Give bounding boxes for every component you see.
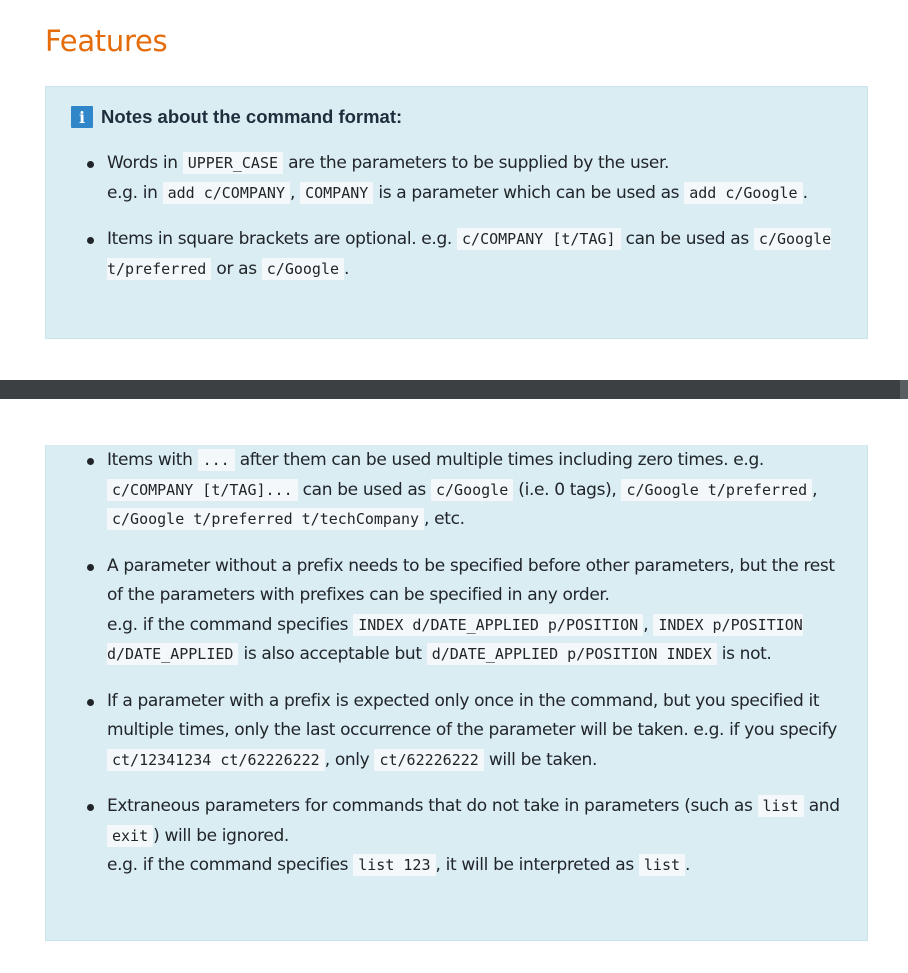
inline-code: INDEX p/POSITION d/DATE_APPLIED [107,615,803,663]
note-list-top [46,149,867,284]
divider-shade [900,380,908,399]
inline-code: ct/12341234 ct/62226222 [107,749,325,771]
inline-code: UPPER_CASE [183,152,283,174]
inline-code: c/Google [431,479,513,501]
info-icon: i [71,106,93,128]
inline-code: c/Google t/preferred t/techCompany [107,508,424,530]
list-item: Items with ... after them can be used multiple times including zero times. e.g. c/COMPANY [t/TAG]... can be used as c/Google (i.e. 0 tags), c/Google t/preferred , c/Google t/preferred t/techCompany , etc. [46,446,867,535]
list-item: If a parameter with a prefix is expected only once in the command, but you specified it multiple times, only the last occurrence of the parameter will be taken. e.g. if you specify ct/12341234 ct/62226222 , only ct/62226222 will be taken. [46,687,867,776]
list-item: A parameter without a prefix needs to be specified before other parameters, but the rest of the parameters with prefixes can be specified in any order. e.g. if the command specifies INDEX d/DATE_APPLIED p/POSITION , INDEX p/POSITION d/DATE_APPLIED is also acceptable but d/DATE_APPLIED p/POSITION INDEX is not. [46,552,867,670]
inline-code: c/COMPANY [t/TAG] [457,228,621,250]
inline-code: c/Google t/preferred [107,230,832,278]
list-item: Words in UPPER_CASE are the parameters to be supplied by the user. e.g. in add c/COMPANY , COMPANY is a parameter which can be used as add c/Google . [46,149,867,208]
inline-code: c/Google [262,258,344,280]
list-item: Extraneous parameters for commands that do not take in parameters (such as list and exit ) will be ignored. e.g. if the command specifies list 123 , it will be interpreted as list . [46,792,867,881]
inline-code: INDEX d/DATE_APPLIED p/POSITION [353,614,643,636]
inline-code: ... [198,449,235,471]
note-title-text: Notes about the command format: [101,106,403,127]
inline-code: COMPANY [300,182,373,204]
inline-code: c/Google t/preferred [621,479,812,501]
inline-code: exit [107,825,153,847]
list-item: Items in square brackets are optional. e.g. c/COMPANY [t/TAG] can be used as c/Google t/preferred or as c/Google . [46,225,867,284]
inline-code: ct/62226222 [374,749,483,771]
inline-code: d/DATE_APPLIED p/POSITION INDEX [427,643,717,665]
note-list-bottom [46,446,867,881]
inline-code: list 123 [353,854,435,876]
inline-code: c/COMPANY [t/TAG]... [107,479,298,501]
note-callout-bottom [45,445,868,941]
inline-code: add c/Google [684,182,802,204]
inline-code: list [758,795,804,817]
inline-code: list [639,854,685,876]
note-callout-top [45,86,868,339]
inline-code: add c/COMPANY [163,182,290,204]
note-title [71,106,402,128]
page-divider [0,380,908,399]
page-title: Features [45,24,168,58]
